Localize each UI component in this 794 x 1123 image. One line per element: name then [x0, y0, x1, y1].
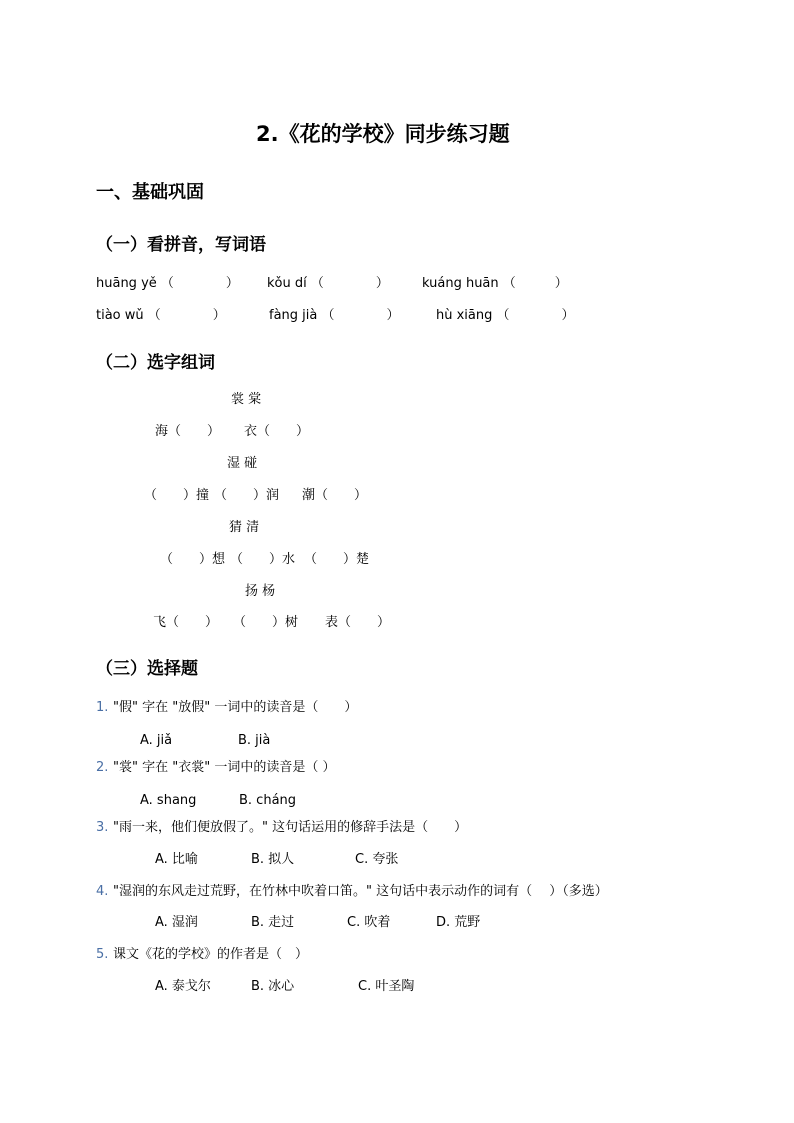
question-number: 5.	[96, 947, 109, 962]
option-b: B. 走过	[251, 915, 295, 930]
page-title: 2.《花的学校》同步练习题	[256, 122, 510, 146]
question-text: "裳" 字在 "衣裳" 一词中的读音是（ ）	[113, 760, 336, 775]
blank-item: （ ）撞	[144, 488, 210, 503]
option-a: A. 湿润	[155, 915, 198, 930]
pinyin-item: hù xiāng （ ）	[436, 308, 575, 323]
blank-item: 海（ ）	[155, 424, 221, 439]
option-d: D. 荒野	[436, 915, 481, 930]
pinyin-item: kǒu dí （ ）	[267, 276, 389, 291]
question-text: "假" 字在 "放假" 一词中的读音是（ ）	[113, 700, 358, 715]
option-c: C. 叶圣陶	[358, 979, 415, 994]
part2-heading: （二）选字组词	[96, 353, 215, 373]
option-c: C. 夸张	[355, 852, 399, 867]
part3-heading: （三）选择题	[96, 659, 198, 679]
char-choice: 湿 碰	[227, 456, 258, 471]
question-number: 3.	[96, 820, 109, 835]
blank-item: （ ）润	[214, 488, 280, 503]
question-text: 课文《花的学校》的作者是（ ）	[113, 947, 309, 962]
blank-item: 衣（ ）	[244, 424, 310, 439]
blank-item: （ ）树	[233, 615, 299, 630]
option-a: A. jiǎ	[140, 733, 173, 748]
question-text: "雨一来，他们便放假了。" 这句话运用的修辞手法是（ ）	[113, 820, 468, 835]
pinyin-item: tiào wǔ （ ）	[96, 308, 226, 323]
blank-item: （ ）水	[230, 552, 296, 567]
question-text: "湿润的东风走过荒野，在竹林中吹着口笛。" 这句话中表示动作的词有（ ）（多选）	[113, 884, 608, 899]
option-b: B. 拟人	[251, 852, 295, 867]
blank-item: 潮（ ）	[302, 488, 368, 503]
option-b: B. jià	[238, 733, 271, 748]
option-b: B. 冰心	[251, 979, 295, 994]
option-b: B. cháng	[239, 793, 297, 808]
option-a: A. shang	[140, 793, 197, 808]
blank-item: （ ）想	[160, 552, 226, 567]
option-c: C. 吹着	[347, 915, 391, 930]
pinyin-item: kuáng huān （ ）	[422, 276, 568, 291]
blank-item: （ ）楚	[304, 552, 370, 567]
char-choice: 扬 杨	[245, 584, 276, 599]
blank-item: 表（ ）	[325, 615, 391, 630]
question-number: 4.	[96, 884, 109, 899]
question-number: 1.	[96, 700, 109, 715]
char-choice: 猜 清	[229, 520, 260, 535]
blank-item: 飞（ ）	[153, 615, 219, 630]
pinyin-item: huāng yě （ ）	[96, 276, 239, 291]
char-choice: 裳 棠	[231, 392, 262, 407]
part1-heading: （一）看拼音，写词语	[96, 235, 266, 255]
option-a: A. 比喻	[155, 852, 198, 867]
pinyin-item: fàng jià （ ）	[269, 308, 400, 323]
section-heading: 一、基础巩固	[96, 182, 204, 203]
option-a: A. 泰戈尔	[155, 979, 211, 994]
question-number: 2.	[96, 760, 109, 775]
